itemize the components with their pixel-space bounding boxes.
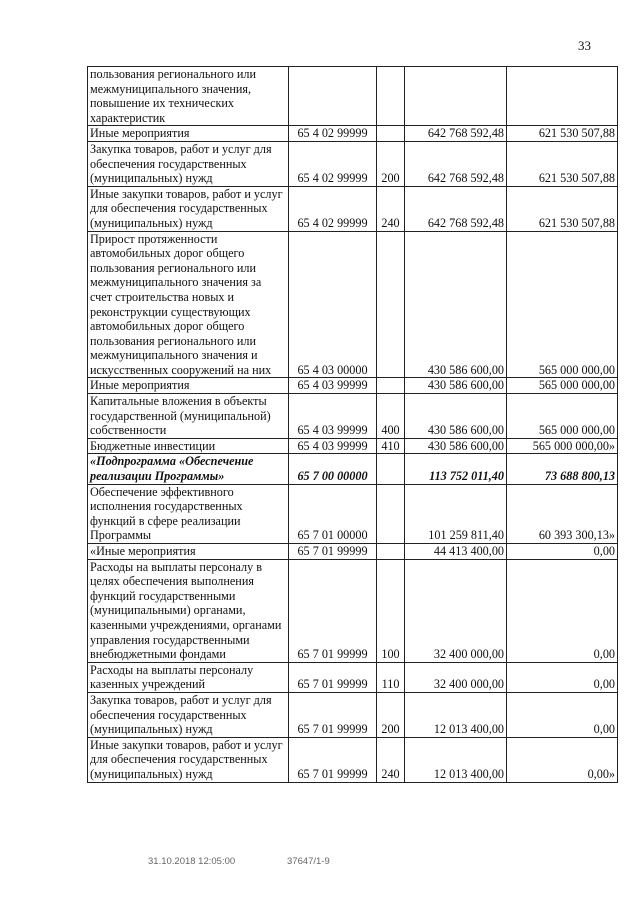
row-name-cell: Расходы на выплаты персоналу в целях обеспечения выполнения функций государственными (муниципальными) органами, казенными учреждениями, органами управления государственными внебюджетными фондами	[88, 559, 289, 662]
row-amount-2019-cell: 642 768 592,48	[405, 126, 507, 142]
row-code-cell: 65 4 02 99999	[289, 186, 377, 231]
row-name-cell: Иные мероприятия	[88, 126, 289, 142]
table-row	[88, 737, 618, 782]
table-row	[88, 67, 618, 126]
row-code-cell: 65 4 02 99999	[289, 141, 377, 186]
row-amount-2019-cell: 430 586 600,00	[405, 231, 507, 378]
row-name-cell: пользования регионального или межмуниципального значения, повышение их технических характеристик	[88, 67, 289, 126]
row-code-cell: 65 7 01 99999	[289, 662, 377, 692]
row-amount-2020-cell: 0,00»	[507, 737, 618, 782]
row-expense-type-cell: 200	[377, 692, 405, 737]
table-row	[88, 559, 618, 662]
row-amount-2019-cell: 32 400 000,00	[405, 559, 507, 662]
row-expense-type-cell: 410	[377, 438, 405, 454]
row-amount-2020-cell: 60 393 300,13»	[507, 484, 618, 543]
row-expense-type-cell	[377, 454, 405, 484]
row-name-cell: «Иные мероприятия	[88, 544, 289, 560]
row-amount-2019-cell: 430 586 600,00	[405, 394, 507, 439]
table-row	[88, 544, 618, 560]
row-expense-type-cell: 240	[377, 737, 405, 782]
row-name-cell: Прирост протяженности автомобильных дорог общего пользования регионального или межмуниципального значения за счет строительства новых и реконструкции существующих автомобильных дорог общего пользования регионального или межмуниципального значения и искусственных сооружений на них	[88, 231, 289, 378]
table-row	[88, 438, 618, 454]
row-amount-2019-cell: 430 586 600,00	[405, 438, 507, 454]
row-code-cell: 65 7 01 00000	[289, 484, 377, 543]
row-amount-2019-cell: 101 259 811,40	[405, 484, 507, 543]
row-code-cell: 65 4 03 99999	[289, 394, 377, 439]
row-amount-2020-cell: 0,00	[507, 692, 618, 737]
row-name-cell: Капитальные вложения в объекты государственной (муниципальной) собственности	[88, 394, 289, 439]
row-code-cell: 65 4 03 99999	[289, 378, 377, 394]
row-amount-2020-cell: 73 688 800,13	[507, 454, 618, 484]
row-amount-2019-cell: 642 768 592,48	[405, 141, 507, 186]
row-amount-2019-cell: 430 586 600,00	[405, 378, 507, 394]
row-amount-2019-cell	[405, 67, 507, 126]
row-amount-2020-cell: 0,00	[507, 662, 618, 692]
footer-doc-number: 37647/1-9	[287, 856, 330, 867]
row-expense-type-cell	[377, 378, 405, 394]
table-row	[88, 484, 618, 543]
row-expense-type-cell: 400	[377, 394, 405, 439]
table-row	[88, 141, 618, 186]
row-code-cell: 65 4 03 00000	[289, 231, 377, 378]
row-amount-2020-cell: 0,00	[507, 544, 618, 560]
row-code-cell	[289, 67, 377, 126]
row-name-cell: Иные закупки товаров, работ и услуг для обеспечения государственных (муниципальных) нужд	[88, 737, 289, 782]
row-expense-type-cell	[377, 126, 405, 142]
row-amount-2019-cell: 12 013 400,00	[405, 692, 507, 737]
table-row	[88, 378, 618, 394]
budget-table-body	[88, 67, 618, 783]
row-name-cell: Обеспечение эффективного исполнения государственных функций в сфере реализации Программы	[88, 484, 289, 543]
row-code-cell: 65 7 01 99999	[289, 559, 377, 662]
row-name-cell: Закупка товаров, работ и услуг для обеспечения государственных (муниципальных) нужд	[88, 692, 289, 737]
budget-table	[87, 66, 618, 783]
row-code-cell: 65 7 01 99999	[289, 737, 377, 782]
row-amount-2020-cell: 621 530 507,88	[507, 186, 618, 231]
page-number: 33	[578, 38, 591, 53]
row-amount-2020-cell: 565 000 000,00»	[507, 438, 618, 454]
row-amount-2019-cell: 44 413 400,00	[405, 544, 507, 560]
row-amount-2020-cell	[507, 67, 618, 126]
row-name-cell: «Подпрограмма «Обеспечение реализации Программы»	[88, 454, 289, 484]
row-amount-2020-cell: 565 000 000,00	[507, 378, 618, 394]
footer-date: 31.10.2018 12:05:00	[148, 856, 236, 867]
table-row	[88, 186, 618, 231]
table-row	[88, 126, 618, 142]
row-amount-2020-cell: 565 000 000,00	[507, 231, 618, 378]
row-amount-2019-cell: 12 013 400,00	[405, 737, 507, 782]
row-amount-2019-cell: 32 400 000,00	[405, 662, 507, 692]
table-row	[88, 662, 618, 692]
row-expense-type-cell: 200	[377, 141, 405, 186]
row-name-cell: Иные закупки товаров, работ и услуг для обеспечения государственных (муниципальных) нужд	[88, 186, 289, 231]
row-code-cell: 65 4 03 99999	[289, 438, 377, 454]
row-amount-2020-cell: 565 000 000,00	[507, 394, 618, 439]
row-name-cell: Бюджетные инвестиции	[88, 438, 289, 454]
row-amount-2019-cell: 642 768 592,48	[405, 186, 507, 231]
row-name-cell: Закупка товаров, работ и услуг для обеспечения государственных (муниципальных) нужд	[88, 141, 289, 186]
row-code-cell: 65 7 00 00000	[289, 454, 377, 484]
row-amount-2020-cell: 621 530 507,88	[507, 126, 618, 142]
row-code-cell: 65 7 01 99999	[289, 544, 377, 560]
table-row	[88, 394, 618, 439]
row-expense-type-cell	[377, 484, 405, 543]
table-row	[88, 231, 618, 378]
row-name-cell: Иные мероприятия	[88, 378, 289, 394]
table-row	[88, 692, 618, 737]
table-row	[88, 454, 618, 484]
row-expense-type-cell	[377, 231, 405, 378]
row-amount-2020-cell: 621 530 507,88	[507, 141, 618, 186]
row-expense-type-cell	[377, 67, 405, 126]
row-expense-type-cell: 240	[377, 186, 405, 231]
row-expense-type-cell: 110	[377, 662, 405, 692]
row-amount-2019-cell: 113 752 011,40	[405, 454, 507, 484]
row-code-cell: 65 4 02 99999	[289, 126, 377, 142]
row-name-cell: Расходы на выплаты персоналу казенных учреждений	[88, 662, 289, 692]
row-expense-type-cell	[377, 544, 405, 560]
row-amount-2020-cell: 0,00	[507, 559, 618, 662]
row-code-cell: 65 7 01 99999	[289, 692, 377, 737]
row-expense-type-cell: 100	[377, 559, 405, 662]
